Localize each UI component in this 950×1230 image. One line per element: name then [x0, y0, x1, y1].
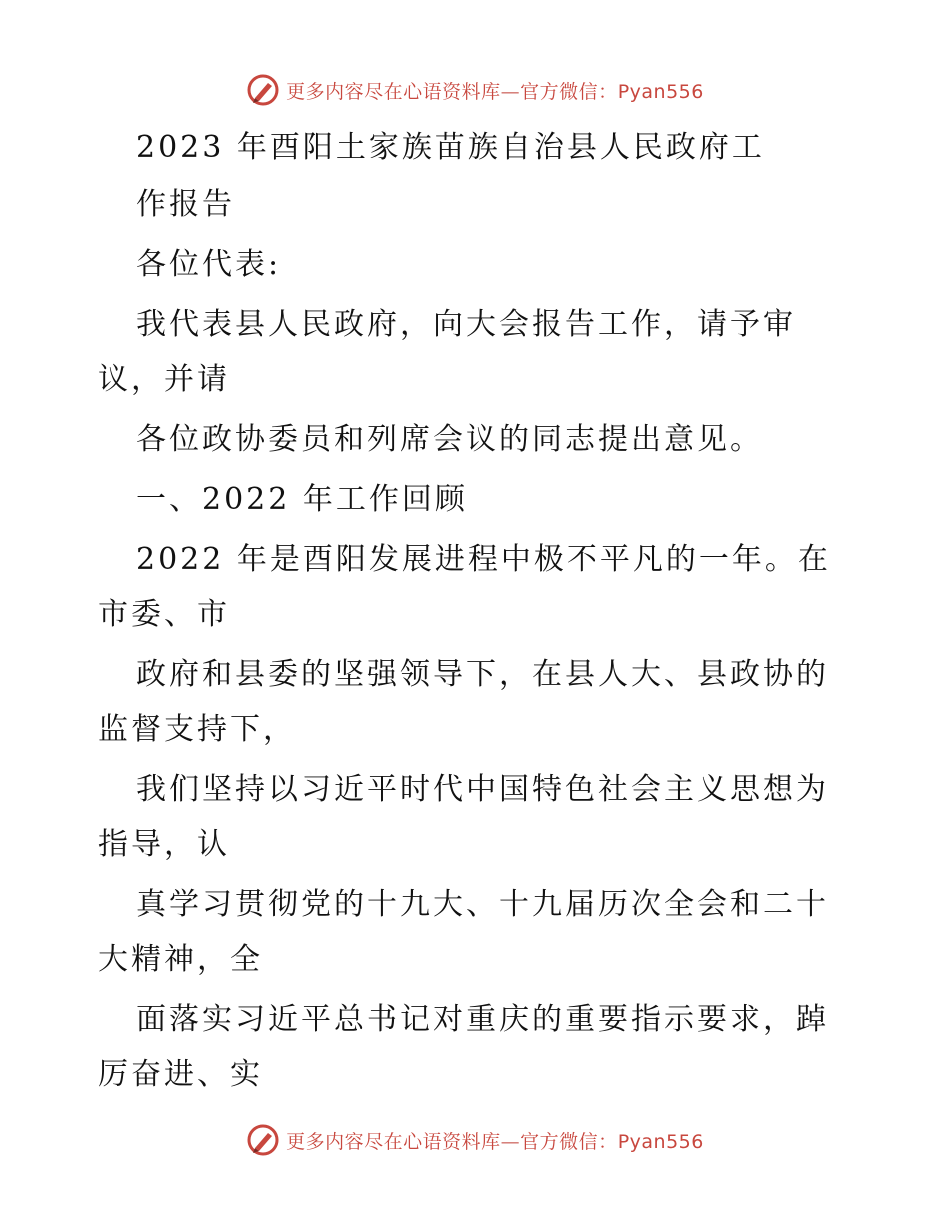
header-banner-inner	[246, 73, 704, 107]
paragraph-line: 监督支持下，	[98, 712, 296, 747]
paragraph-line: 真学习贯彻党的十九大、十九届历次全会和二十	[136, 887, 829, 922]
footer-banner-text: 更多内容尽在心语资料库—官方微信：Pyan556	[286, 1130, 704, 1153]
footer-banner-inner	[246, 1123, 704, 1157]
paragraph-line: 各位政协委员和列席会议的同志提出意见。	[136, 422, 763, 457]
footer-banner	[0, 1120, 950, 1160]
paragraph-line: 2022 年是酉阳发展进程中极不平凡的一年。在	[136, 542, 831, 577]
paragraph-line: 厉奋进、实	[98, 1057, 263, 1092]
paragraph-line: 面落实习近平总书记对重庆的重要指示要求，踔	[136, 1002, 829, 1037]
paragraph-line: 政府和县委的坚强领导下，在县人大、县政协的	[136, 657, 829, 692]
header-banner	[0, 70, 950, 110]
section-heading: 一、2022 年工作回顾	[136, 482, 468, 517]
header-banner-text: 更多内容尽在心语资料库—官方微信：Pyan556	[286, 80, 704, 103]
paragraph-line: 大精神，全	[98, 942, 263, 977]
salutation: 各位代表:	[136, 247, 282, 282]
paragraph-line: 议，并请	[98, 362, 230, 397]
pen-logo-icon	[246, 73, 280, 107]
doc-title-line-1: 2023 年酉阳土家族苗族自治县人民政府工	[136, 130, 765, 165]
paragraph-line: 我代表县人民政府，向大会报告工作，请予审	[136, 307, 796, 342]
paragraph-line: 指导，认	[98, 827, 230, 862]
pen-logo-icon	[246, 1123, 280, 1157]
paragraph-line: 我们坚持以习近平时代中国特色社会主义思想为	[136, 772, 829, 807]
doc-title-line-2: 作报告	[136, 187, 235, 222]
paragraph-line: 市委、市	[98, 597, 230, 632]
